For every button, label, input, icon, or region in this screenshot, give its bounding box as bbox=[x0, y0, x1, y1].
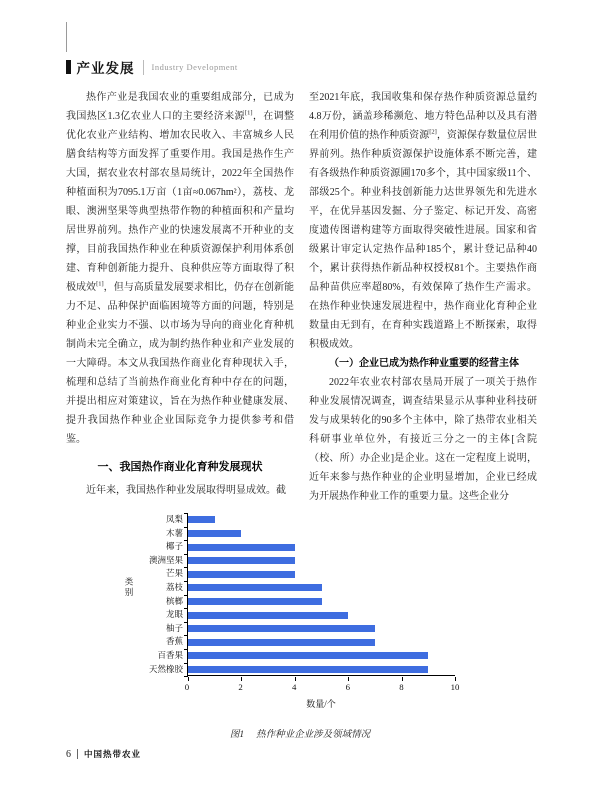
chart-category-label: 澳洲坚果 bbox=[148, 554, 183, 565]
x-axis-tick-label: 8 bbox=[399, 682, 404, 693]
chart-category-label: 凤梨 bbox=[165, 514, 183, 524]
chart-plot-area bbox=[187, 513, 455, 676]
header-divider bbox=[143, 60, 144, 75]
y-axis-tick bbox=[184, 527, 188, 528]
x-axis-tick-label: 4 bbox=[291, 682, 297, 693]
y-axis-tick bbox=[184, 663, 188, 664]
y-axis-label: 类别 bbox=[124, 577, 134, 598]
journal-name: 中国热带农业 bbox=[84, 749, 142, 759]
status-paragraph-start: 近年来，我国热作种业发展取得明显成效。截 bbox=[86, 485, 286, 496]
x-axis-tick bbox=[241, 677, 242, 681]
chart-bar bbox=[188, 625, 375, 632]
page-footer bbox=[66, 748, 141, 760]
chart-category-label: 天然橡胶 bbox=[148, 663, 183, 674]
chart-bar bbox=[188, 557, 295, 564]
chart-bar bbox=[188, 544, 295, 551]
chart-category-label: 柚子 bbox=[165, 622, 183, 633]
x-axis-tick-label: 2 bbox=[238, 682, 243, 693]
chart-category-label: 芒果 bbox=[165, 568, 183, 579]
section-heading-1: 一、我国热作商业化育种发展现状 bbox=[97, 461, 263, 473]
chart-bar bbox=[188, 612, 348, 619]
column-title: 产业发展 bbox=[76, 61, 135, 76]
column-subtitle-en: Industry Development bbox=[151, 62, 238, 72]
chart-bar bbox=[188, 639, 375, 646]
page-header bbox=[66, 57, 238, 77]
y-axis-tick bbox=[184, 595, 188, 596]
chart-category-label: 木薯 bbox=[165, 527, 183, 538]
intro-paragraph: 热作产业是我国农业的重要组成部分，已成为我国热区1.3亿农业人口的主要经济来源[1]，在调整优化农业产业结构、增加农民收入、丰富城乡人民膳食结构等方面发挥了重要作用。我国是热作生产大国，据农业农村部农垦局统计，2022年全国热作种植面积为7095.1万亩（1亩≈0.067hm²），荔枝、龙眼、澳洲坚果等典型热带作物的种植面积和产量均居世界前列。热作产业的快速发展离不开种业的支撑，目前我国热作种业在种质资源保护利用体系创建、育种创新能力提升、良种供应等方面取得了积极成效[1]，但与高质量发展要求相比，仍存在创新能力不足、品种保护面临困境等方面的问题，特别是种业企业实力不强、以市场为导向的商业化育种机制尚未完全确立，成为制约热作种业和产业发展的一大障碍。本文从我国热作商业化育种现状入手，梳理和总结了当前热作商业化育种中存在的问题，并提出相应对策建议，旨在为热作种业健康发展、提升我国热作种业企业国际竞争力提供参考和借鉴。 bbox=[66, 92, 295, 445]
chart-bar bbox=[188, 666, 428, 673]
x-axis-tick bbox=[402, 677, 403, 681]
y-axis-tick bbox=[184, 554, 188, 555]
chart-bar bbox=[188, 584, 322, 591]
x-axis-tick bbox=[455, 677, 456, 681]
y-axis-tick bbox=[184, 622, 188, 623]
x-axis-label: 数量/个 bbox=[306, 699, 336, 710]
y-axis-tick bbox=[184, 635, 188, 636]
y-axis-tick bbox=[184, 513, 188, 514]
bar-chart bbox=[124, 505, 535, 710]
status-paragraph-continued: 至2021年底，我国收集和保存热作种质资源总量约4.8万份，涵盖珍稀濒危、地方特色品种以及具有潜在利用价值的热作种质资源[2]，资源保存数量位居世界前列。热作种质资源保护设施体系不断完善，建有各级热作种质资源圃170多个，其中国家级11个、部级25个。种业科技创新能力达世界领先和先进水平，在优异基因发掘、分子鉴定、标记开发、高密度遗传图谱构建等方面取得突破性进展。国家和省级累计审定认定热作品种185个，累计登记品种40个，累计获得热作新品种权授权81个。主要热作商品种苗供应率超80%，有效保障了热作生产需求。在热作种业快速发展进程中，热作商业化育种企业数量由无到有，在育种实践道路上不断探索，取得积极成效。 bbox=[309, 92, 538, 350]
chart-bar bbox=[188, 516, 215, 523]
x-axis-tick-label: 6 bbox=[345, 682, 350, 693]
x-axis-tick-labels bbox=[184, 682, 460, 695]
x-axis-tick bbox=[295, 677, 296, 681]
chart-bar bbox=[188, 530, 241, 537]
right-column bbox=[309, 88, 537, 506]
x-axis-tick bbox=[348, 677, 349, 681]
chart-category-label: 龙眼 bbox=[165, 609, 183, 620]
chart-plot-column bbox=[184, 513, 460, 710]
footer-divider bbox=[77, 749, 78, 759]
page-number: 6 bbox=[66, 748, 71, 760]
chart-category-label: 百香果 bbox=[157, 649, 183, 660]
figure-1 bbox=[65, 505, 535, 740]
chart-category-label: 槟榔 bbox=[165, 595, 183, 606]
header-accent-bar bbox=[66, 60, 71, 74]
left-column bbox=[66, 88, 294, 500]
x-axis-tick-label: 10 bbox=[450, 682, 460, 693]
chart-bar bbox=[188, 652, 428, 659]
x-axis-tick bbox=[188, 677, 189, 681]
chart-category-label: 椰子 bbox=[165, 541, 183, 552]
chart-bar bbox=[188, 571, 295, 578]
y-axis-tick bbox=[184, 540, 188, 541]
figure-caption bbox=[65, 726, 535, 740]
y-axis-tick bbox=[184, 567, 188, 568]
y-axis-tick bbox=[184, 649, 188, 650]
y-axis-tick bbox=[184, 608, 188, 609]
chart-bar bbox=[188, 598, 322, 605]
chart-category-labels bbox=[135, 513, 190, 710]
figure-caption-label: 图1 bbox=[229, 730, 245, 741]
enterprise-paragraph: 2022年农业农村部农垦局开展了一项关于热作种业发展情况调查，调查结果显示从事种业科技研发与成果转化的90多个主体中，除了热带农业相关科研事业单位外，有接近三分之一的主体[含院（校、所）办企业]是企业。这在一定程度上说明，近年来参与热作种业的企业明显增加，企业已经成为开展热作种业工作的重要力量。这些企业分 bbox=[309, 377, 537, 502]
x-axis-tick-label: 0 bbox=[184, 682, 190, 693]
y-axis-tick bbox=[184, 581, 188, 582]
subsection-heading-1: （一）企业已成为热作种业重要的经营主体 bbox=[329, 358, 519, 369]
figure-caption-text: 热作种业企业涉及领域情况 bbox=[256, 730, 371, 741]
margin-rule bbox=[66, 22, 67, 52]
chart-category-label: 荔枝 bbox=[165, 581, 183, 592]
chart-category-label: 香蕉 bbox=[165, 636, 183, 647]
